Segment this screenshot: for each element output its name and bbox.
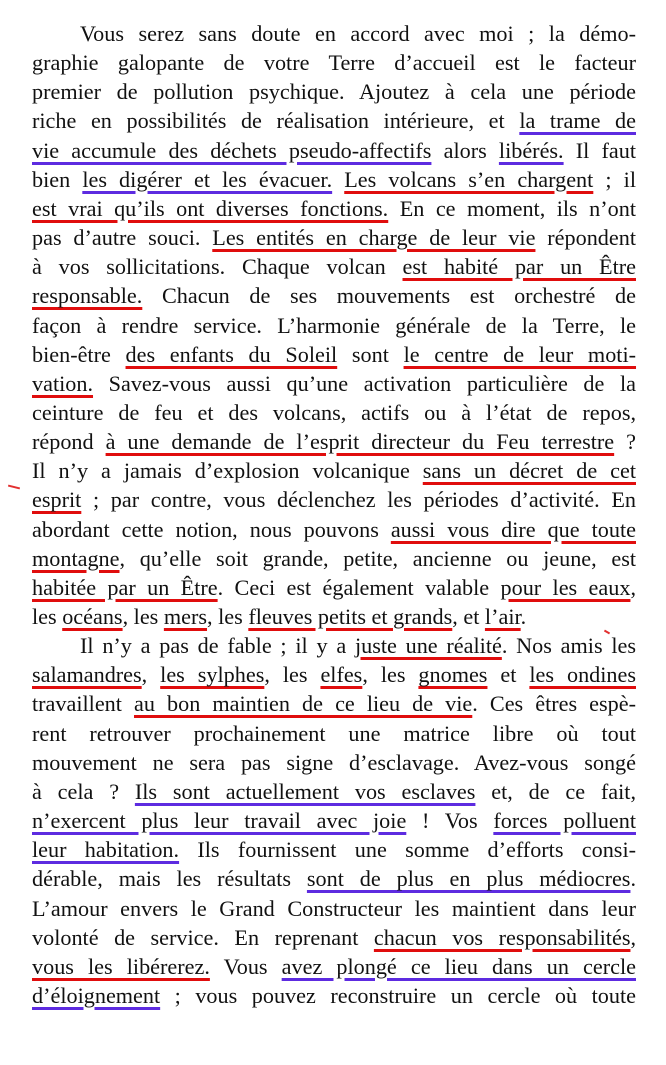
text-run: , [141,662,161,688]
red-underlined-phrase: montagne [32,545,120,571]
text-line [32,776,636,808]
text-run: et, de ce fait, [475,778,637,804]
red-underlined-phrase: est habité par un Être [402,254,636,280]
text-line [32,251,636,283]
text-line [32,222,636,254]
text-run: , les [264,662,321,688]
text-run: premier de pollution psychique. Ajoutez à cela une période [32,79,636,105]
red-underlined-phrase: sans un décret de cet [422,458,636,484]
text-run: à cela ? [32,778,135,804]
red-underlined-phrase: est vrai qu’ils ont diverses fonctions. [32,195,389,221]
text-line [32,718,636,750]
text-run: Il n’y a jamais d’explosion volcanique [32,458,423,484]
red-underlined-phrase: habitée par un Être [32,574,218,600]
text-run: rent retrouver prochainement une matrice libre où tout [32,720,636,746]
text-run: ; il [593,166,637,192]
text-run: abordant cette notion, nous pouvons [32,516,391,542]
text-run: ? [614,429,636,455]
red-underlined-phrase: aussi vous dire que toute [390,516,636,542]
text-run: mouvement ne sera pas signe d’esclavage. Avez-vous songé [32,749,636,775]
purple-underlined-phrase: Ils sont actuellement vos esclaves [134,778,476,804]
text-run: graphie galopante de votre Terre d’accueil est le facteur [32,50,636,76]
text-line [32,514,636,546]
purple-underlined-phrase: la trame de [519,108,636,134]
text-line [32,164,636,196]
text-run: . [630,866,636,892]
red-underlined-phrase: esprit [32,487,82,513]
text-run: Chacun de ses mouvements est orchestré de [142,283,636,309]
text-line [32,105,636,137]
text-line [32,893,636,925]
text-run: répondent [535,225,636,251]
text-run: . Nos amis les [501,633,636,659]
purple-underlined-phrase: leur habitation. [32,837,180,863]
text-run: ! Vos [406,808,494,834]
text-run [332,167,344,192]
red-underlined-phrase: juste une réalité [354,633,502,659]
text-run: . Ceci est également valable [217,574,501,600]
text-run: alors [431,137,499,163]
text-run: . Ces êtres espè- [472,691,636,717]
text-line [32,863,636,895]
text-line [32,572,636,604]
text-run: et [487,662,530,688]
text-run: ceinture de feu et des volcans, actifs ou à l’état de repos, [32,399,636,425]
red-underlined-phrase: chacun vos responsabilités [373,924,631,950]
red-underlined-phrase: Les volcans s’en chargent [344,166,594,192]
red-underlined-phrase: responsable. [32,283,143,309]
red-underlined-phrase: elfes [320,662,363,688]
text-run: , les [362,662,419,688]
text-run: , [630,574,636,600]
text-run: à vos sollicitations. Chaque volcan [32,254,403,280]
text-run: Ils fournissent une somme d’efforts consi- [179,837,636,863]
text-line [32,280,636,312]
text-line [32,747,636,779]
purple-underlined-phrase: vie accumule des déchets pseudo-affectifs [32,137,432,163]
text-line [80,18,636,50]
red-underlined-phrase: les sylphes [160,662,265,688]
text-line [32,193,636,225]
red-underlined-phrase: à une demande de l’esprit directeur du Feu terrestre [105,429,615,455]
red-underlined-phrase: l’air [484,604,521,629]
text-line [32,688,636,720]
red-underlined-phrase: océans [62,604,123,629]
text-run: les [32,604,63,629]
text-line [32,951,636,983]
text-run: travaillent [32,691,135,717]
text-run: Il faut [563,137,636,163]
text-line [32,368,636,400]
text-run: , les [207,604,249,629]
text-run: L’amour envers le Grand Constructeur les maintient dans leur [32,895,636,921]
red-underlined-phrase: vous les libérerez. [32,953,210,979]
text-run: riche en possibilités de réalisation intérieure, et [32,108,520,134]
text-run: Il n’y a pas de fable ; il y a [80,633,355,659]
red-underlined-phrase: des enfants du Soleil [125,341,338,367]
red-underlined-phrase: pour les eaux [500,574,631,600]
text-line [80,630,636,662]
purple-underlined-phrase: avez plongé ce lieu dans un cercle [281,953,636,979]
text-line [32,310,636,342]
red-underlined-phrase: le centre de leur moti- [403,341,637,367]
text-run: sont [337,341,404,367]
text-run: Vous serez sans doute en accord avec moi ; la démo- [80,21,636,46]
purple-underlined-phrase: d’éloignement [32,982,161,1008]
text-run: . [520,604,527,629]
text-run: Savez-vous aussi qu’une activation particulière de la [93,370,636,396]
text-run: En ce moment, ils n’ont [388,195,636,221]
red-underlined-phrase: vation. [32,370,94,396]
purple-underlined-phrase: les digérer et les évacuer. [82,166,333,192]
margin-pen-mark [8,485,20,490]
purple-underlined-phrase: forces polluent [493,808,636,834]
red-underlined-phrase: gnomes [418,662,488,688]
text-run: volonté de service. En reprenant [32,924,374,950]
text-line [32,484,636,516]
red-underlined-phrase: fleuves petits et grands [248,604,453,629]
text-line [32,47,636,79]
text-line [32,543,636,575]
text-line [32,659,636,691]
text-line [32,834,636,866]
text-run: , [630,924,636,950]
text-run: bien [32,166,83,192]
text-line [32,980,636,1012]
text-line [32,922,636,954]
text-run: ; par contre, vous déclenchez les périodes d’activité. En [81,487,636,513]
text-line [32,455,636,487]
text-line [32,601,636,633]
text-run: dérable, mais les résultats [32,866,307,892]
text-line [32,805,636,837]
text-run: façon à rendre service. L’harmonie générale de la Terre, le [32,312,636,338]
text-run: , les [122,604,164,629]
red-underlined-phrase: mers [163,604,208,629]
red-underlined-phrase: Les entités en charge de leur vie [212,225,536,251]
red-underlined-phrase: au bon maintien de ce lieu de vie [134,691,473,717]
text-run: , qu’elle soit grande, petite, ancienne ou jeune, est [119,545,636,571]
purple-underlined-phrase: libérés. [498,137,564,163]
text-line [32,339,636,371]
text-run: , et [452,604,485,629]
red-underlined-phrase: les ondines [529,662,636,688]
text-line [32,135,636,167]
text-run: Vous [209,953,282,979]
text-run: répond [32,429,106,455]
text-line [32,397,636,429]
purple-underlined-phrase: sont de plus en plus médiocres [306,866,631,892]
text-line [32,76,636,108]
text-line [32,426,636,458]
purple-underlined-phrase: n’exercent plus leur travail avec joie [32,808,407,834]
text-run: pas d’autre souci. [32,225,213,251]
text-run: bien-être [32,341,126,367]
red-underlined-phrase: salamandres [32,662,142,688]
text-run: ; vous pouvez reconstruire un cercle où toute [160,982,636,1008]
